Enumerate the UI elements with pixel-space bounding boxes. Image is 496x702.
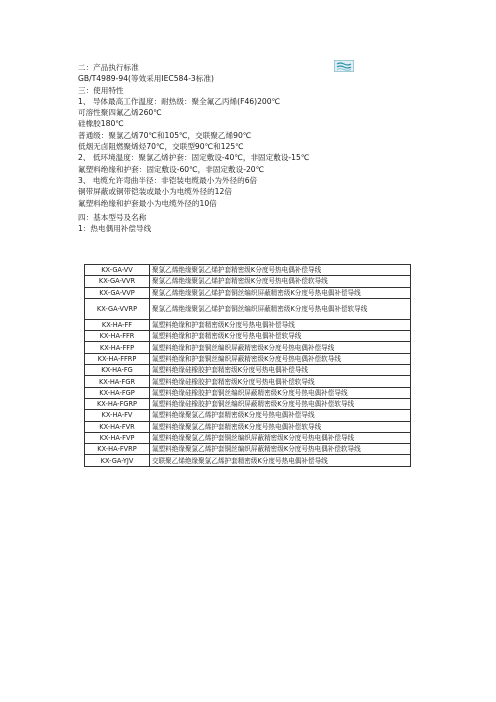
description-cell: 聚氯乙烯绝缘聚氯乙烯护套铜丝编织屏蔽精密级K分度号热电偶补偿导线 — [150, 287, 411, 298]
model-cell: KX-HA-FFR — [85, 331, 150, 342]
description-cell: 氟塑料绝缘硅橡胶护套精密级K分度号热电偶补偿导线 — [150, 365, 411, 376]
text-line: 2、 低环境温度：聚氯乙烯护套：固定敷设-40℃，非固定敷设-15℃ — [78, 153, 310, 163]
description-cell: 氟塑料绝缘硅橡胶护套铜丝编织屏蔽精密级K分度号热电偶补偿软导线 — [150, 398, 411, 409]
model-cell: KX-HA-FF — [85, 319, 150, 330]
standard-line: GB/T4989-94(等效采用IEC584-3标准) — [78, 74, 214, 84]
model-cell: KX-HA-FV — [85, 410, 150, 421]
table-row — [85, 276, 411, 287]
table-row — [85, 432, 411, 443]
table-row — [85, 265, 411, 276]
description-cell: 聚氯乙烯绝缘聚氯乙烯护套铜丝编织屏蔽精密级K分度号热电偶补偿软导线 — [150, 298, 411, 319]
section-heading-usage: 三：使用特性 — [78, 85, 124, 95]
table-row — [85, 298, 411, 319]
table-row — [85, 410, 411, 421]
model-cell: KX-HA-FVR — [85, 421, 150, 432]
table-row — [85, 455, 411, 466]
description-cell: 氟塑料绝缘聚氯乙烯护套精密级K分度号热电偶补偿导线 — [150, 410, 411, 421]
model-cell: KX-HA-FVP — [85, 432, 150, 443]
model-table — [84, 264, 411, 467]
text-line: 硅橡胶180℃ — [78, 119, 124, 129]
description-cell: 氟塑料绝缘和护套铜丝编织屏蔽精密级K分度号热电偶补偿软导线 — [150, 353, 411, 364]
subsection-heading: 1：热电偶用补偿导线 — [78, 224, 152, 234]
description-cell: 氟塑料绝缘硅橡胶护套精密级K分度号热电偶补偿软导线 — [150, 376, 411, 387]
text-line: 氟塑料绝缘和护套最小为电缆外径的10倍 — [78, 198, 217, 208]
description-cell: 氟塑料绝缘和护套精密级K分度号热电偶补偿导线 — [150, 319, 411, 330]
text-line: 低烟无卤阻燃聚烯烃70℃，交联型90℃和125℃ — [78, 142, 244, 152]
text-line: 普通级：聚氯乙烯70℃和105℃，交联聚乙烯90℃ — [78, 130, 252, 140]
description-cell: 聚氯乙烯绝缘聚氯乙烯护套精密级K分度号热电偶补偿导线 — [150, 265, 411, 276]
table-row — [85, 387, 411, 398]
model-cell: KX-HA-FGRP — [85, 398, 150, 409]
description-cell: 氟塑料绝缘聚氯乙烯护套精密级K分度号热电偶补偿软导线 — [150, 421, 411, 432]
model-cell: KX-HA-FGP — [85, 387, 150, 398]
model-cell: KX-HA-FG — [85, 365, 150, 376]
model-cell: KX-HA-FFRP — [85, 353, 150, 364]
text-line: 1、 导体最高工作温度：耐热级：聚全氟乙丙烯(F46)200℃ — [78, 96, 281, 106]
body-text — [78, 62, 378, 234]
description-cell: 氟塑料绝缘硅橡胶护套铜丝编织屏蔽精密级K分度号热电偶补偿导线 — [150, 387, 411, 398]
model-cell: KX-GA-VVRP — [85, 298, 150, 319]
table-row — [85, 398, 411, 409]
table-row — [85, 353, 411, 364]
text-line: 铜带屏蔽或铜带铠装或最小为电缆外径的12倍 — [78, 187, 232, 197]
description-cell: 氟塑料绝缘聚氯乙烯护套铜丝编织屏蔽精密级K分度号热电偶补偿导线 — [150, 432, 411, 443]
description-cell: 氟塑料绝缘和护套精密级K分度号热电偶补偿软导线 — [150, 331, 411, 342]
text-line: 3、 电缆允许弯曲半径：非铠装电缆最小为外径的6倍 — [78, 175, 258, 185]
table-row — [85, 342, 411, 353]
description-cell: 氟塑料绝缘聚氯乙烯护套铜丝编织屏蔽精密级K分度号热电偶补偿软导线 — [150, 444, 411, 455]
model-cell: KX-GA-YJV — [85, 455, 150, 466]
table-row — [85, 331, 411, 342]
table-row — [85, 365, 411, 376]
model-cell: KX-GA-VVR — [85, 276, 150, 287]
model-cell: KX-HA-FFP — [85, 342, 150, 353]
description-cell: 聚氯乙烯绝缘聚氯乙烯护套精密级K分度号热电偶补偿软导线 — [150, 276, 411, 287]
model-cell: KX-HA-FGR — [85, 376, 150, 387]
table-row — [85, 376, 411, 387]
model-cell: KX-HA-FVRP — [85, 444, 150, 455]
description-cell: 交联聚乙烯绝缘聚氯乙烯护套精密级K分度号热电偶补偿导线 — [150, 455, 411, 466]
text-line: 可溶性聚四氟乙烯260℃ — [78, 108, 162, 118]
table-row — [85, 319, 411, 330]
section-heading-standard: 二：产品执行标准 — [78, 63, 139, 72]
model-cell: KX-GA-VV — [85, 265, 150, 276]
model-cell: KX-GA-VVP — [85, 287, 150, 298]
description-cell: 氟塑料绝缘和护套铜丝编织屏蔽精密级K分度号热电偶补偿导线 — [150, 342, 411, 353]
table-row — [85, 287, 411, 298]
table-row — [85, 444, 411, 455]
text-line: 氟塑料绝缘和护套：固定敷设-60℃，非固定敷设-20℃ — [78, 164, 265, 174]
table-row — [85, 421, 411, 432]
section-heading-models: 四：基本型号及名称 — [78, 212, 147, 222]
